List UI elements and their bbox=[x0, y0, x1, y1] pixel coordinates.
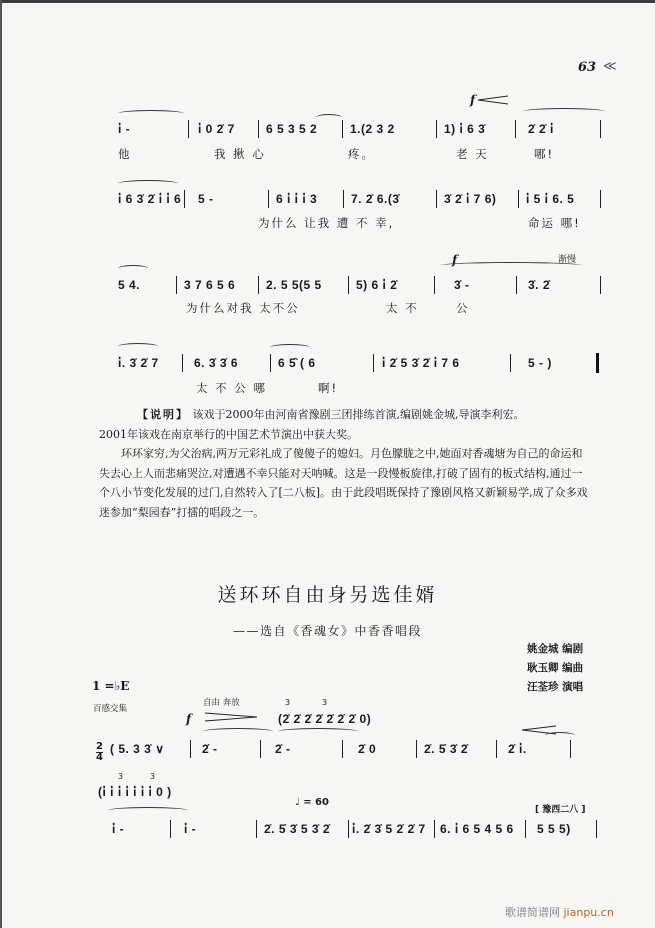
measure: 2. 5 5(5 5 bbox=[266, 278, 322, 292]
explanation-paragraph: 环环家穷,为父治病,两万元彩礼成了傻傻子的媳妇。月色朦胧之中,她面对香魂塘为自己的命运和失去心上人而悲痛哭泣,对遭遇不幸只能对天呐喊。这是一段慢板旋律,打破了固有的板式结构,通过一个八小节变化发展的过门,自然转入了[二八板]。由于此段唱既保持了豫剧风格又新颖易学,成了众多戏迷参加“梨园春”打擂的唱段之一。 bbox=[99, 447, 588, 519]
barline bbox=[176, 276, 177, 294]
slur bbox=[545, 732, 575, 739]
barline bbox=[182, 354, 183, 372]
lyric: 啊! bbox=[318, 381, 339, 395]
measure: 3 7 6 5 6 bbox=[184, 278, 236, 292]
explanation-section bbox=[99, 405, 593, 522]
barline bbox=[570, 740, 571, 758]
barline bbox=[348, 820, 349, 838]
page-number: 63 bbox=[578, 60, 597, 75]
tempo-ritardando: 渐慢 bbox=[558, 255, 577, 265]
upper-notes: (i̇ i̇ i̇ i̇ i̇ i̇ i̇ 0 ) bbox=[98, 785, 172, 799]
measure: i̇ - bbox=[184, 822, 197, 836]
song-subtitle: ——选自《香魂女》中香香唱段 bbox=[232, 624, 422, 638]
measure: 6 i̇ i̇ i̇ 3 bbox=[276, 192, 318, 206]
measure: 2̇ 0 bbox=[358, 742, 377, 756]
final-barline bbox=[596, 353, 599, 373]
barline bbox=[600, 120, 601, 138]
barline bbox=[343, 190, 344, 208]
barline bbox=[525, 820, 526, 838]
measure: 1.(2 3 2 bbox=[350, 122, 395, 136]
measure: 2̇ 2̇ i̇ bbox=[528, 122, 554, 136]
watermark-domain: jianpu.cn bbox=[563, 906, 614, 919]
explanation-text: 2001年该戏在南京举行的中国艺术节演出中获大奖。 bbox=[99, 427, 358, 441]
slur bbox=[316, 114, 342, 121]
barline bbox=[256, 820, 257, 838]
lyric: 为什么 让我 遭 不 幸, bbox=[258, 216, 395, 230]
measure: 2̇ - bbox=[202, 742, 218, 756]
measure: 2̇ i̇. bbox=[508, 742, 527, 756]
measure: i̇ - bbox=[118, 122, 131, 136]
slur bbox=[278, 728, 358, 735]
slur bbox=[203, 728, 273, 735]
slur bbox=[270, 344, 310, 351]
measure: 6. 3̇ 3̇ 6 bbox=[194, 356, 239, 370]
lyric: 太 不 公 哪 bbox=[196, 381, 267, 395]
barline bbox=[596, 820, 597, 838]
barline bbox=[496, 740, 497, 758]
measure: 5 - bbox=[198, 192, 214, 206]
measure: 6 5 3 5 2 bbox=[266, 122, 318, 136]
measure: i̇ 6 3̇ 2̇ i̇ i̇ 6 bbox=[118, 192, 182, 206]
lyric: 疼。 bbox=[348, 147, 375, 161]
lyric: 命运 哪! bbox=[528, 216, 581, 230]
triplet-mark: 3 bbox=[285, 698, 291, 707]
credit-arranger: 耿玉卿 编曲 bbox=[527, 662, 584, 674]
barline bbox=[342, 740, 343, 758]
slur bbox=[118, 265, 148, 272]
lyric: 他 bbox=[118, 147, 132, 161]
lyric: 为什么对我 太不公 bbox=[186, 301, 300, 315]
lyric: 老 天 bbox=[456, 147, 489, 161]
slur bbox=[118, 110, 184, 117]
measure: 3̇ 2̇ i̇ 7 6) bbox=[444, 192, 497, 206]
upper-notes: (2̇ 2̇ 2̇ 2̇ 2̇ 2̇ 2̇ 0) bbox=[278, 712, 372, 726]
barline bbox=[516, 276, 517, 294]
barline bbox=[348, 276, 349, 294]
measure: 2̇ - bbox=[275, 742, 291, 756]
explanation-text: 该戏于2000年由河南省豫剧三团排练首演,编剧姚金城,导演李利宏。 bbox=[192, 408, 525, 421]
barline bbox=[600, 190, 601, 208]
slur bbox=[108, 807, 188, 814]
barline bbox=[268, 190, 269, 208]
measure: i̇ 5 i̇ 6. 5 bbox=[526, 192, 575, 206]
measure: i̇ 2̇ 5 3̇ 2̇ i̇ 7 6 bbox=[382, 356, 460, 370]
measure: i̇ - bbox=[112, 822, 125, 836]
measure: 3̇ - bbox=[454, 278, 470, 292]
measure: i̇ 0 2̇ 7 bbox=[198, 122, 235, 136]
lyric: 我 揪 心 bbox=[214, 147, 266, 161]
tempo-words: 自由 奔放 bbox=[203, 698, 240, 708]
measure: 7. 2̇ 6.(3̇ bbox=[351, 192, 400, 206]
crescendo-icon bbox=[478, 95, 508, 105]
dynamic-forte: f bbox=[470, 93, 476, 107]
barline bbox=[436, 190, 437, 208]
barline bbox=[434, 276, 435, 294]
expression-mark: 百感交集 bbox=[93, 704, 128, 714]
measure: 1) i̇ 6 3̇ bbox=[444, 122, 486, 136]
measure: i̇. 3̇ 2̇ 7 bbox=[118, 356, 159, 370]
measure: 2̇. 5̇ 3̇ 2̇ bbox=[424, 742, 469, 756]
measure: 2̇. 5̇ 3̇ 5 3̇ 2̇ bbox=[264, 822, 331, 836]
slur bbox=[118, 343, 158, 350]
measure: 5 4. bbox=[118, 278, 141, 292]
barline bbox=[518, 190, 519, 208]
measure: 6. i̇ 6 5 4 5 6 bbox=[440, 822, 514, 836]
barline bbox=[190, 740, 191, 758]
slur bbox=[440, 262, 582, 269]
explanation-label: 【说明】 bbox=[137, 408, 189, 421]
barline bbox=[188, 120, 189, 138]
credit-performer: 汪荃珍 演唱 bbox=[527, 681, 584, 693]
page-top-border bbox=[0, 0, 655, 3]
page-mark-icon: ≪ bbox=[603, 59, 617, 74]
banqiang-label: [ 豫西二八 ] bbox=[535, 805, 586, 815]
credit-playwright: 姚金城 编剧 bbox=[527, 643, 584, 655]
barline bbox=[515, 120, 516, 138]
barline bbox=[373, 354, 374, 372]
time-signature: 2 4 bbox=[96, 741, 103, 763]
measure: i̇. 2̇ 3̇ 5 2̇ 2̇ 7 bbox=[352, 822, 426, 836]
lyric: 公 bbox=[456, 301, 470, 315]
watermark: 歌谱简谱网 jianpu.cn bbox=[505, 906, 614, 919]
barline bbox=[416, 740, 417, 758]
metronome-mark: ♩ = 60 bbox=[295, 797, 329, 808]
slur bbox=[118, 180, 178, 187]
barline bbox=[258, 276, 259, 294]
page-left-border bbox=[0, 0, 2, 928]
measure: ( 5. 3 3̇ ∨ bbox=[110, 742, 165, 756]
measure: 5 5 5) bbox=[537, 822, 571, 836]
barline bbox=[510, 354, 511, 372]
barline bbox=[258, 120, 259, 138]
barline bbox=[342, 120, 343, 138]
triplet-mark: 3 bbox=[118, 772, 124, 781]
measure: 3̇. 2̇ bbox=[528, 278, 551, 292]
slur bbox=[523, 108, 605, 115]
barline bbox=[270, 354, 271, 372]
triplet-mark: 3 bbox=[150, 772, 156, 781]
measure: 6 5̂ ( 6 bbox=[278, 356, 316, 370]
dynamic-forte: f bbox=[186, 712, 192, 726]
crescendo-icon bbox=[205, 712, 257, 722]
barline bbox=[170, 820, 171, 838]
measure: 5 - ) bbox=[528, 356, 552, 370]
barline bbox=[434, 820, 435, 838]
song-title: 送环环自由身另选佳婿 bbox=[217, 584, 438, 606]
dynamic-forte: f bbox=[452, 253, 458, 267]
song-credits bbox=[527, 640, 583, 697]
lyric: 哪! bbox=[534, 147, 555, 161]
barline bbox=[260, 740, 261, 758]
triplet-mark: 3 bbox=[322, 698, 328, 707]
barline bbox=[184, 190, 185, 208]
key-signature: 1 =♭E bbox=[92, 679, 130, 693]
barline bbox=[600, 276, 601, 294]
measure: 5) 6 i̇ 2̇ bbox=[356, 278, 398, 292]
lyric: 太 不 bbox=[386, 301, 419, 315]
barline bbox=[436, 120, 437, 138]
